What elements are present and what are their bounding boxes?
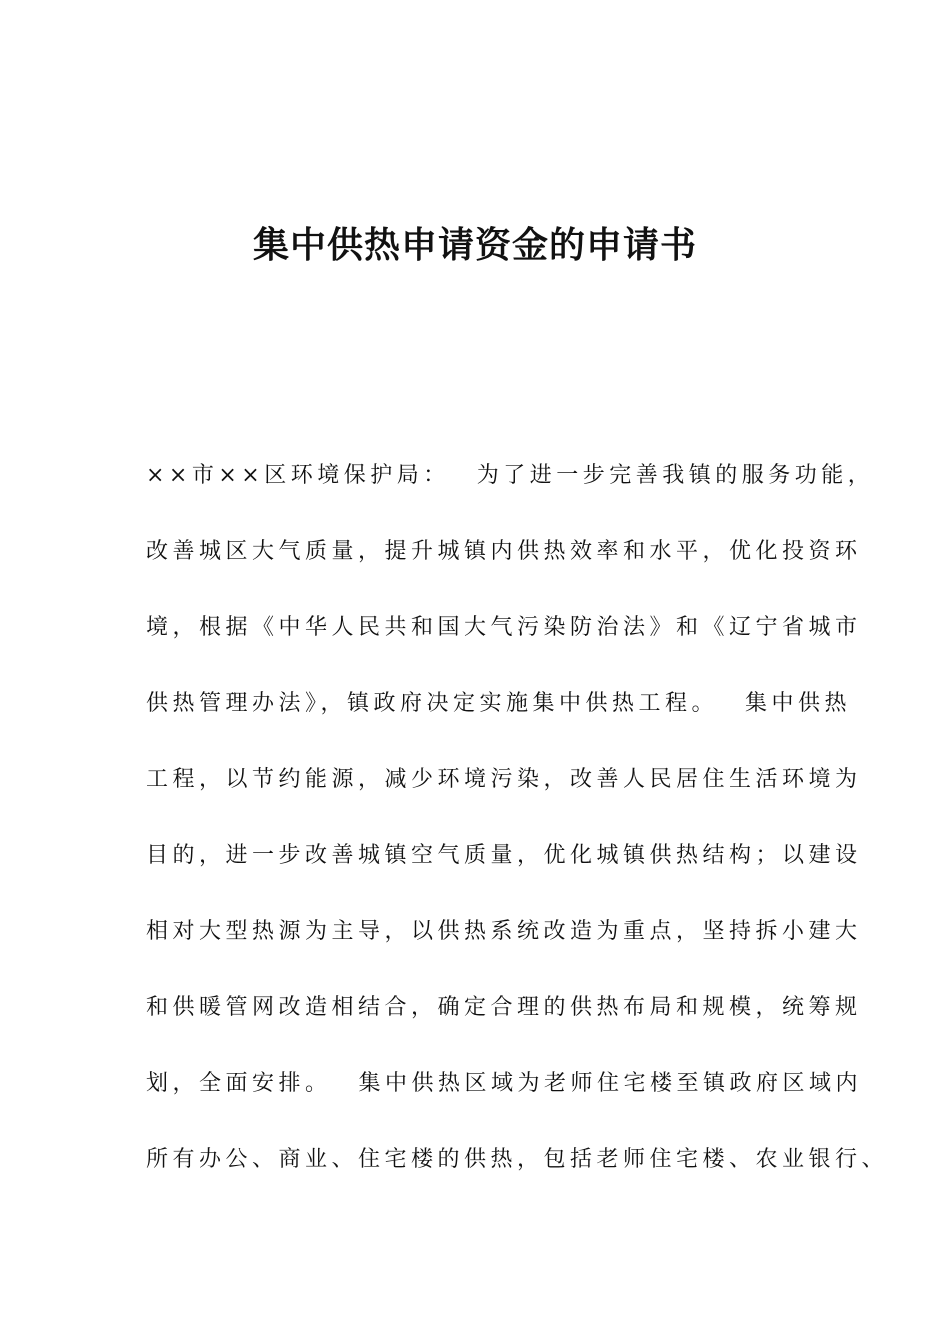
body-line-9: 划，全面安排。 集中供热区域为老师住宅楼至镇政府区域内 <box>146 1071 862 1096</box>
document-title: 集中供热申请资金的申请书 <box>252 225 697 266</box>
body-line-6: 目的，进一步改善城镇空气质量，优化城镇供热结构；以建设 <box>146 843 862 868</box>
body-line-5: 工程，以节约能源，减少环境污染，改善人民居住生活环境为 <box>146 767 862 792</box>
body-line-10: 所有办公、商业、住宅楼的供热，包括老师住宅楼、农业银行、 <box>146 1147 889 1172</box>
body-line-1: ××市××区环境保护局： 为了进一步完善我镇的服务功能， <box>146 463 875 488</box>
body-line-8: 和供暖管网改造相结合，确定合理的供热布局和规模，统筹规 <box>146 995 862 1020</box>
document-body <box>146 450 889 1210</box>
body-line-3: 境，根据《中华人民共和国大气污染防治法》和《辽宁省城市 <box>146 615 862 640</box>
body-line-7: 相对大型热源为主导，以供热系统改造为重点，坚持拆小建大 <box>146 919 862 944</box>
body-line-2: 改善城区大气质量，提升城镇内供热效率和水平，优化投资环 <box>146 539 862 564</box>
body-line-4: 供热管理办法》，镇政府决定实施集中供热工程。 集中供热 <box>146 691 851 716</box>
